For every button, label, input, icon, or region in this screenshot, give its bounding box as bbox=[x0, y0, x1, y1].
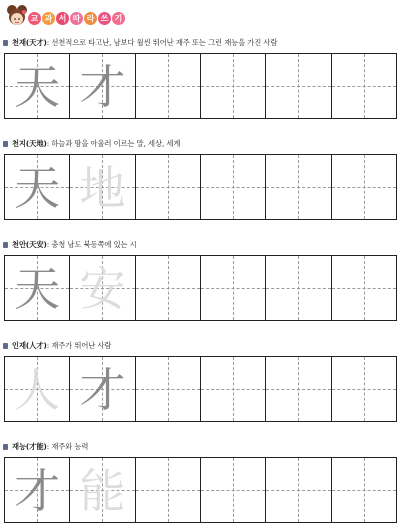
grid-cell[interactable] bbox=[70, 458, 135, 522]
writing-grid bbox=[4, 255, 397, 321]
grid-cell[interactable] bbox=[332, 54, 396, 118]
entry-definition: : 충청 남도 북동쪽에 있는 시 bbox=[46, 240, 137, 249]
grid-cell[interactable] bbox=[332, 256, 396, 320]
logo-letter: 라 bbox=[84, 12, 97, 25]
logo bbox=[4, 4, 124, 30]
grid-cell[interactable] bbox=[5, 458, 70, 522]
entry-term: 인재(人才) bbox=[12, 341, 47, 350]
trace-character: 能 bbox=[79, 464, 126, 518]
trace-character: 地 bbox=[79, 161, 126, 215]
grid-cell[interactable] bbox=[136, 458, 201, 522]
bullet-icon bbox=[3, 141, 8, 147]
entry-definition: : 재주가 뛰어난 사람 bbox=[46, 341, 112, 350]
logo-letter: 교 bbox=[28, 12, 41, 25]
entry-definition: : 선천적으로 타고난, 남보다 월씬 뛰어난 재주 또는 그런 재능을 가진 사람 bbox=[46, 38, 278, 47]
grid-cell[interactable] bbox=[5, 357, 70, 421]
grid-cell[interactable] bbox=[266, 256, 331, 320]
logo-letter: 따 bbox=[70, 12, 83, 25]
logo-letter: 기 bbox=[112, 12, 125, 25]
writing-grid bbox=[4, 53, 397, 119]
entry-line bbox=[3, 238, 137, 252]
grid-cell[interactable] bbox=[266, 458, 331, 522]
grid-cell[interactable] bbox=[266, 155, 331, 219]
girl-mascot-icon bbox=[4, 4, 30, 30]
model-character: 天 bbox=[14, 161, 61, 215]
model-character: 天 bbox=[14, 262, 61, 316]
grid-cell[interactable] bbox=[136, 357, 201, 421]
entry-term: 천재(天才) bbox=[12, 38, 47, 47]
bullet-icon bbox=[3, 343, 8, 349]
writing-grid bbox=[4, 154, 397, 220]
grid-cell[interactable] bbox=[70, 357, 135, 421]
model-character: 才 bbox=[14, 464, 61, 518]
grid-cell[interactable] bbox=[70, 155, 135, 219]
bullet-icon bbox=[3, 40, 8, 46]
grid-cell[interactable] bbox=[136, 155, 201, 219]
model-character: 才 bbox=[79, 60, 126, 114]
grid-cell[interactable] bbox=[201, 256, 266, 320]
grid-cell[interactable] bbox=[332, 357, 396, 421]
writing-grid bbox=[4, 457, 397, 523]
grid-cell[interactable] bbox=[201, 357, 266, 421]
grid-cell[interactable] bbox=[332, 458, 396, 522]
grid-cell[interactable] bbox=[332, 155, 396, 219]
writing-grid bbox=[4, 356, 397, 422]
entry-term: 재능(才能) bbox=[12, 442, 47, 451]
trace-character: 安 bbox=[79, 262, 126, 316]
bullet-icon bbox=[3, 444, 8, 450]
grid-cell[interactable] bbox=[5, 155, 70, 219]
logo-letter: 서 bbox=[56, 12, 69, 25]
grid-cell[interactable] bbox=[70, 54, 135, 118]
grid-cell[interactable] bbox=[201, 458, 266, 522]
logo-letter: 쓰 bbox=[98, 12, 111, 25]
entry-line bbox=[3, 440, 88, 454]
grid-cell[interactable] bbox=[70, 256, 135, 320]
entry-line bbox=[3, 339, 111, 353]
grid-cell[interactable] bbox=[5, 256, 70, 320]
entry-line bbox=[3, 36, 277, 50]
entry-definition: : 하늘과 땅을 아울러 이르는 말, 세상, 세계 bbox=[46, 139, 181, 148]
entry-term: 천안(天安) bbox=[12, 240, 47, 249]
entry-line bbox=[3, 137, 180, 151]
model-character: 才 bbox=[79, 363, 126, 417]
entry-term: 천지(天地) bbox=[12, 139, 47, 148]
logo-title bbox=[28, 12, 125, 25]
model-character: 天 bbox=[14, 60, 61, 114]
grid-cell[interactable] bbox=[266, 54, 331, 118]
trace-character: 人 bbox=[14, 363, 61, 417]
grid-cell[interactable] bbox=[266, 357, 331, 421]
grid-cell[interactable] bbox=[5, 54, 70, 118]
grid-cell[interactable] bbox=[136, 256, 201, 320]
logo-letter: 과 bbox=[42, 12, 55, 25]
grid-cell[interactable] bbox=[201, 54, 266, 118]
grid-cell[interactable] bbox=[201, 155, 266, 219]
entry-definition: : 재주와 능력 bbox=[46, 442, 89, 451]
grid-cell[interactable] bbox=[136, 54, 201, 118]
bullet-icon bbox=[3, 242, 8, 248]
